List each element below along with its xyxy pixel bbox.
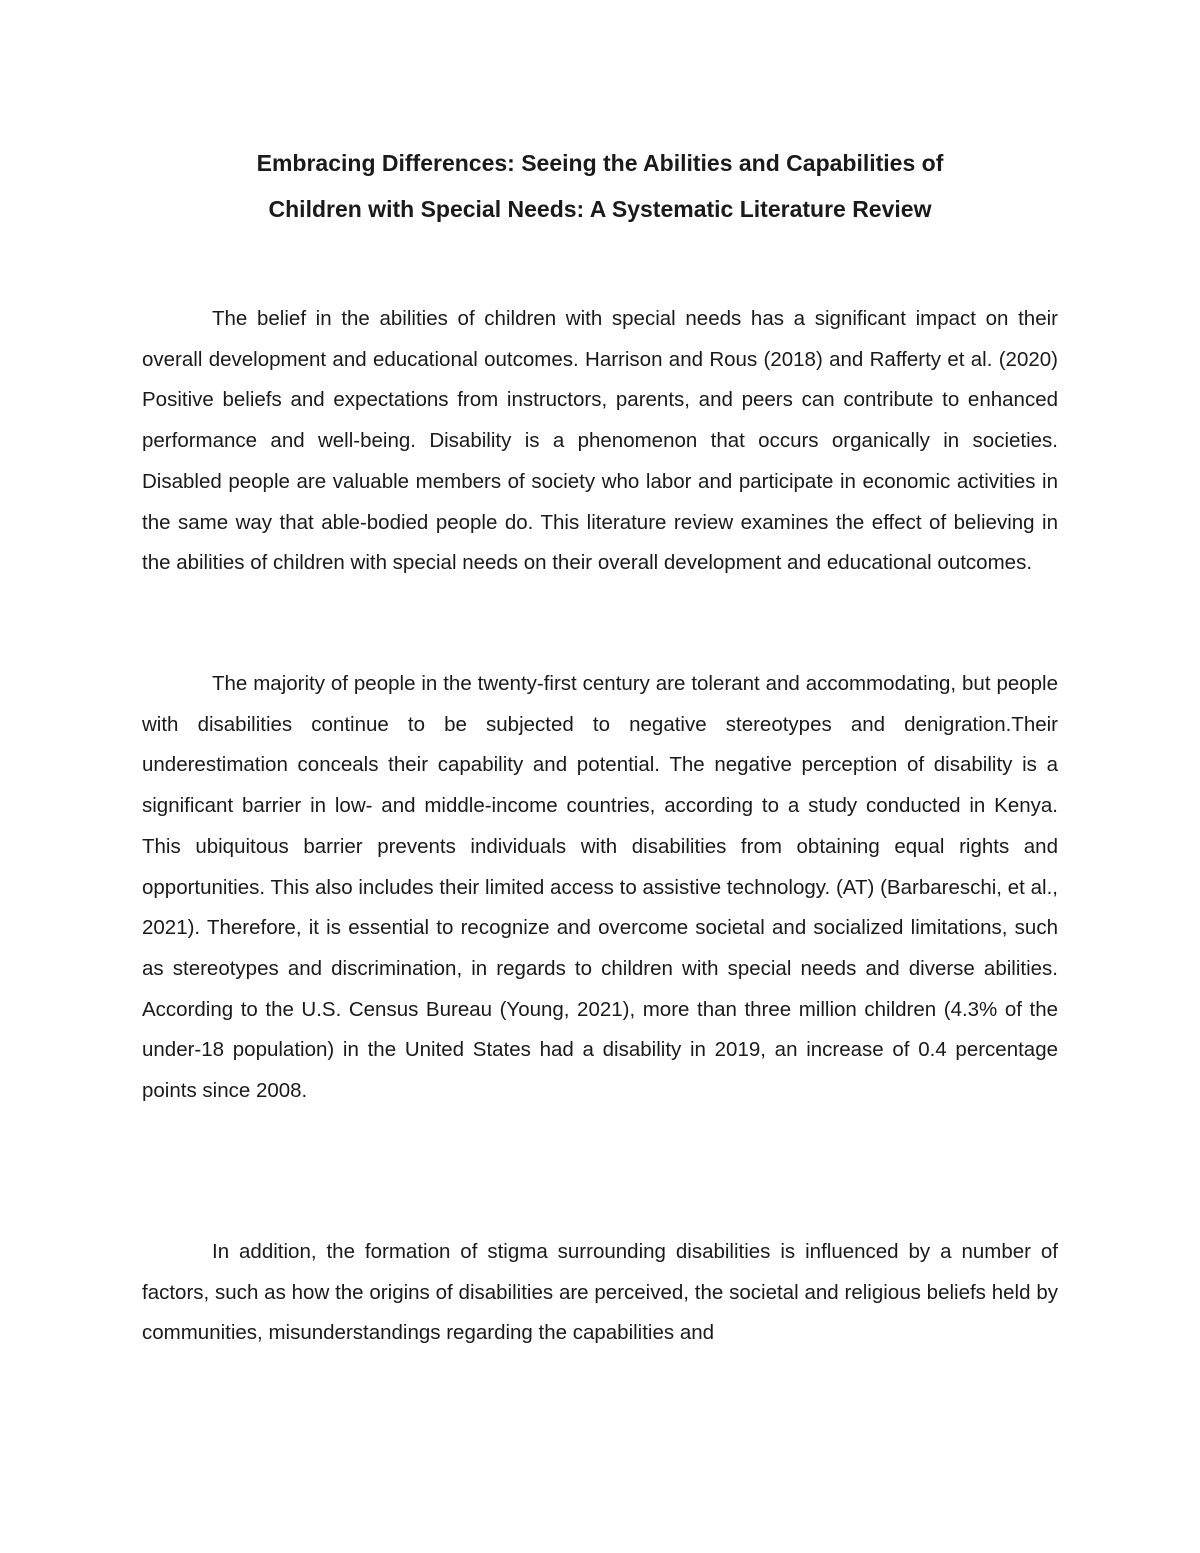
paragraph-3: In addition, the formation of stigma surrounding disabilities is influenced by a number of factors, such as how the origins of disabilities are perceived, the societal and religious beliefs held by communities, misunderstandings regarding the capabilities and <box>142 1240 1058 1345</box>
document-title <box>140 140 1060 232</box>
title-line-1: Embracing Differences: Seeing the Abilities and Capabilities of <box>256 150 944 176</box>
paragraph-1: The belief in the abilities of children with special needs has a significant impact on their overall development and educational outcomes. Harrison and Rous (2018) and Rafferty et al. (2020) Positive beliefs and expectations from instructors, parents, and peers can contribute to enhanced performance and well-being. Disability is a phenomenon that occurs organically in societies. Disabled people are valuable members of society who labor and participate in economic activities in the same way that able-bodied people do. This literature review examines the effect of believing in the abilities of children with special needs on their overall development and educational outcomes. <box>142 307 1058 575</box>
title-line-2: Children with Special Needs: A Systematic Literature Review <box>268 196 932 222</box>
paragraph-2: The majority of people in the twenty-first century are tolerant and accommodating, but people with disabilities continue to be subjected to negative stereotypes and denigration.Their underestimation conceals their capability and potential. The negative perception of disability is a significant barrier in low- and middle-income countries, according to a study conducted in Kenya. This ubiquitous barrier prevents individuals with disabilities from obtaining equal rights and opportunities. This also includes their limited access to assistive technology. (AT) (Barbareschi, et al., 2021). Therefore, it is essential to recognize and overcome societal and socialized limitations, such as stereotypes and discrimination, in regards to children with special needs and diverse abilities. According to the U.S. Census Bureau (Young, 2021), more than three million children (4.3% of the under-18 population) in the United States had a disability in 2019, an increase of 0.4 percentage points since 2008. <box>142 672 1058 1103</box>
